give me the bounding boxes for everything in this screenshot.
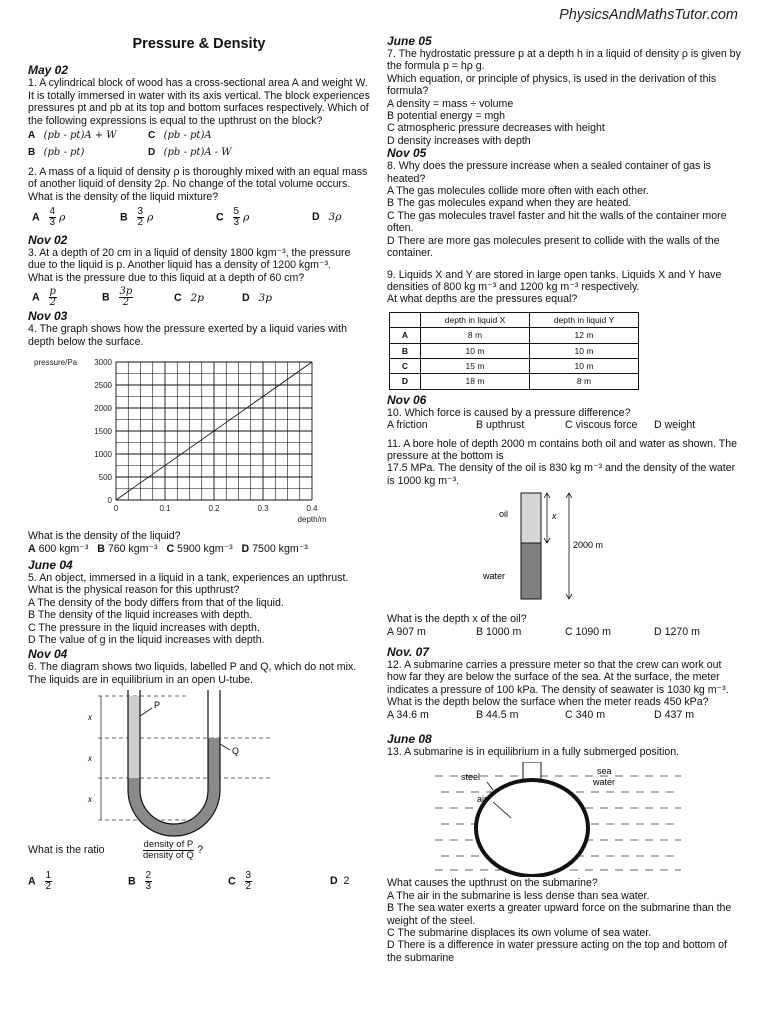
option-d: D 2 <box>330 875 350 888</box>
answer-options <box>32 207 370 228</box>
option-a: A 34.6 m <box>387 708 429 721</box>
option-a: A The density of the body differs from that of the liquid. <box>28 596 284 609</box>
y-axis-label: pressure/Pa <box>34 358 78 368</box>
row-depth-y: 10 m <box>530 358 639 373</box>
question-text: 12. A submarine carries a pressure meter so that the crew can work out how far they are below the surface of the sea. At the surface, the meter indicates a pressure of 100 kPa. The density of seawater is 1030 kg m⁻³. <box>387 659 729 696</box>
option-d: D There are more gas molecules present to collide with the walls of the container. <box>387 234 720 260</box>
option-d: D (pb - pt)A - W <box>148 147 232 159</box>
question-9 <box>387 269 743 390</box>
answer-options <box>28 871 370 892</box>
sea-label: sea <box>597 766 612 777</box>
session-label: Nov. 07 <box>387 645 430 659</box>
option-c: C 340 m <box>565 708 606 721</box>
ratio-question <box>28 840 370 861</box>
option-c: C (pb - pt)A <box>148 130 212 142</box>
option-a: A The gas molecules collide more often with each other. <box>387 185 649 198</box>
question-text: 8. Why does the pressure increase when a sealed container of gas is heated? <box>387 160 711 185</box>
row-key: B <box>390 343 421 358</box>
option-c: C 1090 m <box>565 625 611 638</box>
x-tick-label: 0 <box>113 504 119 514</box>
question-text-2: What is the density of the liquid? <box>28 530 181 543</box>
steel-leader <box>487 782 493 790</box>
question-7 <box>387 35 743 147</box>
question-text: 9. Liquids X and Y are stored in large open tanks. Liquids X and Y have densities of 800 kg m⁻³ and 1200 kg m⁻³ respectively. <box>387 268 722 293</box>
option-d: D The value of g in the liquid increases with depth. <box>28 633 265 646</box>
question-3 <box>28 234 370 308</box>
question-4 <box>28 310 370 555</box>
question-text: 4. The graph shows how the pressure exerted by a liquid varies with depth below the surface. <box>28 323 347 348</box>
page-title: Pressure & Density <box>132 36 266 52</box>
steel-label: steel <box>461 772 481 783</box>
u-tube-diagram <box>76 690 276 840</box>
question-text: 1. A cylindrical block of wood has a cross-sectional area A and weight W. It is totally immersed in water with its axis vertical. The block experiences pressures pt and pb at its top and bottom surfaces respectively. Which of the following expressions is equal to the upthrust on the block? <box>28 77 370 127</box>
x-tick-label: 0.4 <box>306 504 318 514</box>
option-a: A 600 kgm⁻³ <box>28 542 89 555</box>
submarine-diagram <box>431 762 691 877</box>
bore-hole-diagram <box>481 489 701 609</box>
liquid-q <box>128 738 220 836</box>
answer-options <box>28 130 370 160</box>
table-row <box>390 374 639 389</box>
option-a: A $\frac{1}{2}$ <box>28 870 52 893</box>
q-label: Q <box>232 746 240 757</box>
p-label: P <box>154 700 161 711</box>
y-tick-label: 1000 <box>94 450 112 460</box>
answer-options <box>28 543 370 555</box>
option-d: D 3p <box>242 291 273 304</box>
row-depth-y: 10 m <box>530 343 639 358</box>
option-c: C viscous force <box>565 419 638 432</box>
question-text: 6. The diagram shows two liquids, labelled P and Q, which do not mix. The liquids are in equilibrium in an open U-tube. <box>28 661 357 686</box>
option-b: B $\frac{3p}{2}$ <box>102 286 133 309</box>
question-13 <box>387 733 743 964</box>
answer-options <box>387 626 743 638</box>
x-tick-label: 0.3 <box>257 504 269 514</box>
conning-tower <box>523 762 541 780</box>
row-depth-x: 10 m <box>421 343 530 358</box>
option-b: B The sea water exerts a greater upward force on the submarine than the weight of the steel. <box>387 902 732 927</box>
option-d: D density increases with depth <box>387 134 531 147</box>
ratio-fraction <box>143 840 195 861</box>
question-text: 5. An object, immersed in a liquid in a tank, experiences an upthrust. <box>28 571 349 584</box>
left-column <box>28 34 370 894</box>
y-tick-label: 3000 <box>94 358 112 368</box>
option-b: B potential energy = mgh <box>387 110 506 123</box>
question-6 <box>28 648 370 892</box>
x-label-1: x <box>88 713 92 723</box>
table-header-row <box>390 312 639 327</box>
ratio-prefix: What is the ratio <box>28 844 105 857</box>
depth-label: 2000 m <box>573 540 604 551</box>
row-key: A <box>390 328 421 343</box>
question-8 <box>387 147 743 259</box>
option-c: C The submarine displaces its own volume of sea water. <box>387 927 652 940</box>
option-c: C 2p <box>174 291 205 304</box>
table-row <box>390 358 639 373</box>
header-depth-y: depth in liquid Y <box>530 312 639 327</box>
answer-options <box>387 709 743 721</box>
y-tick-label: 2000 <box>94 404 112 414</box>
ratio-denominator: density of Q <box>143 850 194 862</box>
x-label-2: x <box>88 754 92 764</box>
ratio-suffix: ? <box>197 844 204 857</box>
x-axis-label: depth/m <box>297 515 327 525</box>
question-text: 3. At a depth of 20 cm in a liquid of density 1800 kgm⁻³, the pressure due to the liquid is p. Another liquid has a density of 1200 kgm⁻³. <box>28 247 351 272</box>
row-depth-y: 12 m <box>530 328 639 343</box>
session-label: May 02 <box>28 63 69 78</box>
session-label: Nov 03 <box>28 309 68 324</box>
question-text-2: What causes the upthrust on the submarine? <box>387 877 598 890</box>
y-tick-label: 0 <box>107 496 112 506</box>
option-b: B upthrust <box>476 419 525 432</box>
option-d: D 1270 m <box>654 625 700 638</box>
question-10 <box>387 394 743 432</box>
question-1 <box>28 64 370 159</box>
option-d: D 7500 kgm⁻³ <box>241 542 308 555</box>
answer-options <box>387 419 743 431</box>
question-text-2: 17.5 MPa. The density of the oil is 830 kg m⁻³ and the density of the water is 1000 kg m⁻³. <box>387 462 736 487</box>
question-text-2: What is the physical reason for this upthrust? <box>28 584 240 597</box>
session-label: Nov 04 <box>28 647 68 662</box>
question-text: 7. The hydrostatic pressure p at a depth h in a liquid of density ρ is given by the formula p = hρ g. <box>387 48 741 73</box>
question-text-2: At what depths are the pressures equal? <box>387 293 578 306</box>
question-text-2: What is the depth below the surface when the meter reads 450 kPa? <box>387 696 709 709</box>
option-d: D weight <box>654 419 696 432</box>
oil-label: oil <box>499 509 509 520</box>
x-tick-label: 0.2 <box>208 504 220 514</box>
row-depth-x: 15 m <box>421 358 530 373</box>
x-tick-label: 0.1 <box>159 504 171 514</box>
option-c: C $\frac{5}{3}$ ρ <box>216 206 250 229</box>
table-row <box>390 343 639 358</box>
table-row <box>390 328 639 343</box>
y-tick-label: 500 <box>98 473 112 483</box>
oil-layer <box>521 493 541 543</box>
tube-inner-wall <box>140 690 208 824</box>
water-layer <box>521 543 541 599</box>
x-label: x <box>552 511 557 522</box>
x-label-3: x <box>88 795 92 805</box>
question-text: 11. A bore hole of depth 2000 m contains both oil and water as shown. The pressure at the bottom is <box>387 437 738 462</box>
question-12 <box>387 646 743 721</box>
session-label: June 04 <box>28 557 73 572</box>
session-label: June 05 <box>387 34 432 48</box>
option-a: A density = mass ÷ volume <box>387 97 514 110</box>
y-tick-label: 1500 <box>94 427 112 437</box>
water-label: water <box>483 571 506 582</box>
question-text-2: Which equation, or principle of physics, is used in the derivation of this formula? <box>387 72 717 98</box>
row-depth-x: 8 m <box>421 328 530 343</box>
air-label: air <box>477 794 488 805</box>
p-leader <box>140 708 152 716</box>
session-label: Nov 06 <box>387 392 427 407</box>
liquid-p <box>128 696 140 778</box>
question-2 <box>28 166 370 228</box>
question-text-3: What is the depth x of the oil? <box>387 613 527 626</box>
question-11 <box>387 438 743 638</box>
depth-table <box>389 312 639 390</box>
ratio-numerator: density of P <box>143 839 194 851</box>
option-a: A friction <box>387 419 428 432</box>
water-label: water <box>593 777 616 788</box>
option-a: A 907 m <box>387 625 426 638</box>
option-b: B 1000 m <box>476 625 522 638</box>
row-depth-y: 8 m <box>530 374 639 389</box>
option-a: A The air in the submarine is less dense than sea water. <box>387 889 650 902</box>
session-label: June 08 <box>387 732 432 747</box>
session-label: Nov 05 <box>387 146 427 161</box>
question-5 <box>28 559 370 646</box>
option-b: B $\frac{2}{3}$ <box>128 870 152 893</box>
question-text: 10. Which force is caused by a pressure difference? <box>387 406 631 419</box>
option-b: B 44.5 m <box>476 708 519 721</box>
option-b: B $\frac{3}{2}$ ρ <box>120 206 154 229</box>
row-key: D <box>390 374 421 389</box>
option-a: A (pb - pt)A + W <box>28 130 117 142</box>
site-brand: PhysicsAndMathsTutor.com <box>559 7 738 23</box>
option-c: C The gas molecules travel faster and hit the walls of the container more often. <box>387 209 727 235</box>
question-text-2: What is the pressure due to this liquid at a depth of 60 cm? <box>28 271 305 284</box>
option-d: D There is a difference in water pressure acting on the top and bottom of the submarine <box>387 939 727 964</box>
option-c: C The pressure in the liquid increases with depth. <box>28 621 260 634</box>
option-c: C atmospheric pressure decreases with height <box>387 122 605 135</box>
answer-options <box>32 287 370 308</box>
option-b: B 760 kgm⁻³ <box>97 542 158 555</box>
header-depth-x: depth in liquid X <box>421 312 530 327</box>
header-empty <box>390 312 421 327</box>
q-leader <box>220 744 230 750</box>
session-label: Nov 02 <box>28 233 68 248</box>
option-a: A $\frac{p}{2}$ <box>32 286 56 309</box>
question-text: 13. A submarine is in equilibrium in a fully submerged position. <box>387 746 680 759</box>
option-c: C 5900 kgm⁻³ <box>166 542 233 555</box>
option-b: B The gas molecules expand when they are heated. <box>387 197 632 210</box>
question-text: 2. A mass of a liquid of density ρ is thoroughly mixed with an equal mass of another liquid of density 2ρ. No change of the total volume occurs. What is the density of the liquid mixture? <box>28 165 368 203</box>
option-d: D 3ρ <box>312 211 342 224</box>
option-b: B The density of the liquid increases with depth. <box>28 609 253 622</box>
pressure-depth-chart <box>30 354 330 526</box>
right-column <box>387 35 743 964</box>
option-b: B (pb - pt) <box>28 147 85 159</box>
row-depth-x: 18 m <box>421 374 530 389</box>
row-key: C <box>390 358 421 373</box>
y-tick-label: 2500 <box>94 381 112 391</box>
option-d: D 437 m <box>654 708 695 721</box>
option-c: C $\frac{3}{2}$ <box>228 870 252 893</box>
option-a: A $\frac{4}{3}$ ρ <box>32 206 66 229</box>
